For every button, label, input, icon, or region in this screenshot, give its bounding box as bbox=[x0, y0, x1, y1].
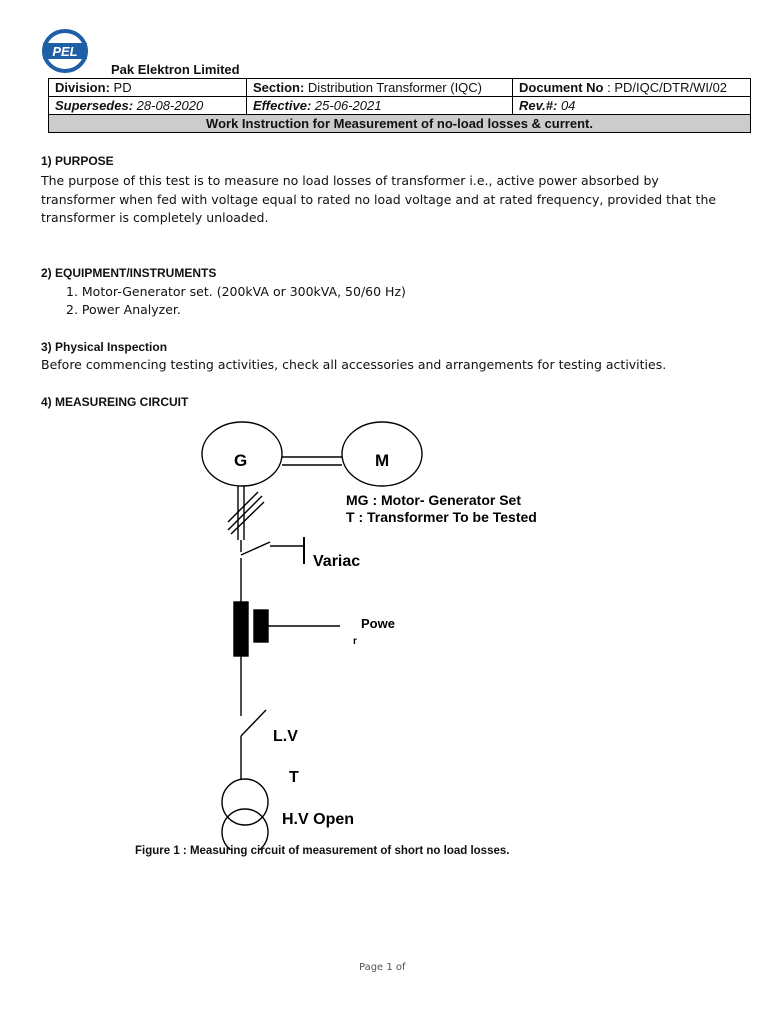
hv-open-label: H.V Open bbox=[282, 811, 355, 828]
company-logo bbox=[41, 28, 89, 74]
generator-label: G bbox=[234, 451, 248, 470]
equipment-heading: 2) EQUIPMENT/INSTRUMENTS bbox=[41, 266, 217, 280]
rev-cell bbox=[513, 97, 751, 115]
document-header-table bbox=[48, 78, 751, 133]
figure-caption: Figure 1 : Measuring circuit of measurement of short no load losses. bbox=[135, 845, 510, 857]
motor-label: M bbox=[375, 451, 390, 470]
division-value: PD bbox=[113, 80, 132, 95]
power-analyzer-block bbox=[254, 610, 268, 642]
rev-label: Rev.#: bbox=[519, 98, 558, 113]
section-label: Section: bbox=[253, 80, 305, 95]
circuit-heading: 4) MEASUREING CIRCUIT bbox=[41, 395, 189, 409]
purpose-heading: 1) PURPOSE bbox=[41, 154, 114, 168]
variac-label: Variac bbox=[313, 553, 361, 570]
logo-text: PEL bbox=[52, 44, 78, 59]
effective-value: 25-06-2021 bbox=[314, 98, 382, 113]
legend-t: T : Transformer To be Tested bbox=[346, 509, 537, 525]
document-value: : PD/IQC/DTR/WI/02 bbox=[607, 80, 728, 95]
power-label-wrap: r bbox=[353, 636, 357, 647]
supersedes-cell bbox=[49, 97, 247, 115]
section-value: Distribution Transformer (IQC) bbox=[307, 80, 483, 95]
t-label: T bbox=[289, 769, 299, 786]
purpose-paragraph bbox=[41, 172, 761, 228]
document-cell bbox=[513, 79, 751, 97]
supersedes-value: 28-08-2020 bbox=[136, 98, 204, 113]
purpose-line: transformer is completely unloaded. bbox=[41, 210, 269, 225]
division-cell bbox=[49, 79, 247, 97]
current-transformer-block bbox=[234, 602, 248, 656]
document-title: Work Instruction for Measurement of no-load losses & current. bbox=[49, 115, 751, 133]
measuring-circuit-diagram bbox=[0, 410, 768, 850]
equipment-item: 2. Power Analyzer. bbox=[66, 302, 181, 317]
division-label: Division: bbox=[55, 80, 110, 95]
page-footer: Page 1 of bbox=[359, 962, 406, 973]
effective-cell bbox=[247, 97, 513, 115]
legend-mg: MG : Motor- Generator Set bbox=[346, 492, 522, 508]
effective-label: Effective: bbox=[253, 98, 312, 113]
power-label: Powe bbox=[361, 616, 395, 631]
rev-value: 04 bbox=[560, 98, 576, 113]
supersedes-label: Supersedes: bbox=[55, 98, 134, 113]
section-cell bbox=[247, 79, 513, 97]
equipment-item: 1. Motor-Generator set. (200kVA or 300kVA, 50/60 Hz) bbox=[66, 284, 406, 299]
purpose-line: transformer when fed with voltage equal to rated no load voltage and at rated frequency, provided that the bbox=[41, 191, 717, 207]
purpose-line: The purpose of this test is to measure no load losses of transformer i.e., active power absorbed by bbox=[41, 173, 659, 188]
inspection-heading: 3) Physical Inspection bbox=[41, 340, 168, 354]
company-name: Pak Elektron Limited bbox=[111, 62, 240, 77]
inspection-text: Before commencing testing activities, check all accessories and arrangements for testing activities. bbox=[41, 357, 667, 372]
document-label: Document No bbox=[519, 80, 604, 95]
lv-label: L.V bbox=[273, 728, 298, 745]
transformer-primary-circle bbox=[222, 779, 268, 825]
transformer-secondary-circle bbox=[222, 809, 268, 850]
